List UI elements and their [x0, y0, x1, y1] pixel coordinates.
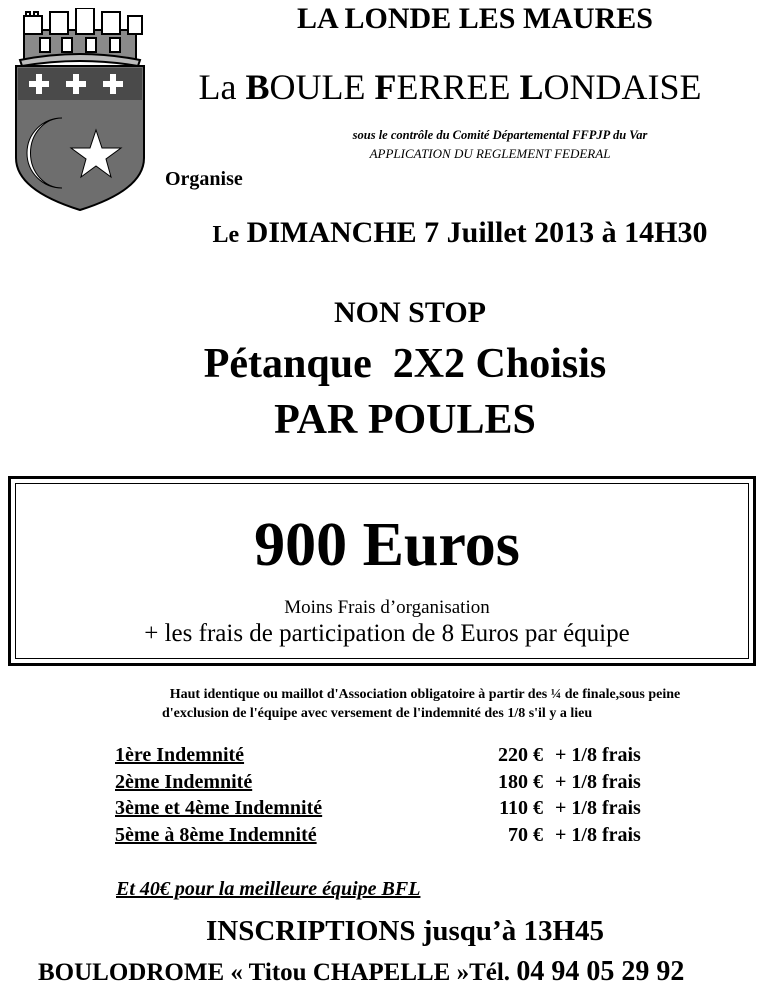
club-name-part: ONDAISE	[543, 67, 702, 107]
club-name-part: OULE	[269, 67, 375, 107]
prize-extra: + 1/8 frais	[555, 797, 641, 819]
format-line-2: PAR POULES	[274, 397, 536, 443]
committee-line: sous le contrôle du Comité Départemental FFPJP du Var	[352, 128, 648, 142]
prize-value: 220 €	[498, 744, 543, 766]
event-date	[150, 216, 770, 250]
prize-extra: + 1/8 frais	[555, 771, 641, 793]
regulation-line: APPLICATION DU REGLEMENT FEDERAL	[369, 146, 611, 161]
club-name-part: L	[519, 67, 544, 107]
prize-value: 70 €	[508, 824, 543, 846]
club-name-part: La	[198, 67, 246, 107]
prize-label: 2ème Indemnité	[115, 771, 253, 793]
format-line-1: Pétanque 2X2 Choisis	[203, 341, 607, 387]
prize-extra: + 1/8 frais	[555, 744, 641, 766]
venue-name: BOULODROME « Titou CHAPELLE »Tél.	[38, 959, 517, 986]
rule-line-2: d'exclusion de l'équipe avec versement de l'indemnité des 1/8 s'il y a lieu	[162, 706, 593, 721]
prize-amount: 900 Euros	[254, 511, 520, 579]
club-name-part: F	[374, 67, 397, 107]
date-main: DIMANCHE 7 Juillet 2013 à 14H30	[239, 216, 708, 249]
city-title: LA LONDE LES MAURES	[297, 2, 653, 35]
club-name-part: B	[245, 67, 270, 107]
rule-line-1: Haut identique ou maillot d'Association obligatoire à partir des ¼ de finale,sous peine	[169, 687, 681, 702]
club-name-part: ERREE	[396, 67, 520, 107]
prize-row	[115, 771, 675, 797]
prize-label: 5ème à 8ème Indemnité	[115, 824, 317, 846]
phone-number: 04 94 05 29 92	[516, 956, 685, 987]
prize-row	[115, 824, 675, 850]
registration-deadline: INSCRIPTIONS jusqu’à 13H45	[205, 915, 605, 947]
bonus-note: Et 40€ pour la meilleure équipe BFL	[116, 878, 421, 900]
organise-label: Organise	[165, 168, 243, 190]
coat-of-arms-icon	[10, 8, 150, 213]
nonstop-heading: NON STOP	[334, 296, 486, 329]
mural-crown-icon	[20, 8, 142, 66]
prize-value: 180 €	[498, 771, 543, 793]
prize-label: 3ème et 4ème Indemnité	[115, 797, 323, 819]
prize-extra: + 1/8 frais	[555, 824, 641, 846]
prize-value: 110 €	[499, 797, 543, 819]
date-prefix: Le	[212, 222, 240, 248]
prize-label: 1ère Indemnité	[115, 744, 245, 766]
prize-row	[115, 797, 675, 823]
prize-row	[115, 744, 675, 770]
venue-line	[38, 956, 774, 988]
fees-note: Moins Frais d’organisation	[284, 597, 490, 618]
club-name	[150, 66, 750, 108]
entry-fee-note: + les frais de participation de 8 Euros par équipe	[144, 620, 630, 647]
